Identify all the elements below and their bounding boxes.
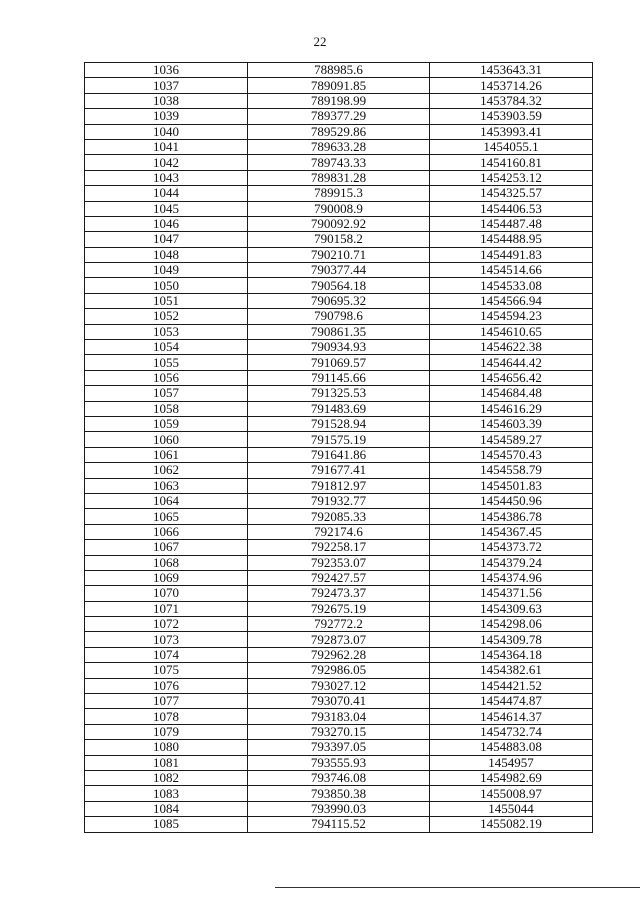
table-row [85,170,593,185]
x-coordinate-cell: 793183.04 [248,709,430,724]
y-coordinate-cell: 1454488.95 [430,232,593,247]
x-coordinate-cell: 790695.32 [248,293,430,308]
x-coordinate-cell: 789198.99 [248,93,430,108]
point-number-cell: 1080 [85,740,248,755]
y-coordinate-cell: 1454374.96 [430,570,593,585]
x-coordinate-cell: 792962.28 [248,647,430,662]
table-row [85,340,593,355]
y-coordinate-cell: 1454610.65 [430,324,593,339]
point-number-cell: 1064 [85,493,248,508]
y-coordinate-cell: 1454558.79 [430,463,593,478]
x-coordinate-cell: 793070.41 [248,694,430,709]
point-number-cell: 1045 [85,201,248,216]
table-row [85,386,593,401]
x-coordinate-cell: 791483.69 [248,401,430,416]
x-coordinate-cell: 791677.41 [248,463,430,478]
y-coordinate-cell: 1454684.48 [430,386,593,401]
y-coordinate-cell: 1453714.26 [430,78,593,93]
y-coordinate-cell: 1454883.08 [430,740,593,755]
table-row [85,478,593,493]
point-number-cell: 1071 [85,601,248,616]
y-coordinate-cell: 1454616.29 [430,401,593,416]
point-number-cell: 1048 [85,247,248,262]
y-coordinate-cell: 1454732.74 [430,724,593,739]
table-row [85,524,593,539]
table-row [85,447,593,462]
table-row [85,663,593,678]
x-coordinate-cell: 789529.86 [248,124,430,139]
y-coordinate-cell: 1454957 [430,755,593,770]
point-number-cell: 1084 [85,801,248,816]
point-number-cell: 1036 [85,63,248,78]
point-number-cell: 1054 [85,340,248,355]
y-coordinate-cell: 1454364.18 [430,647,593,662]
point-number-cell: 1081 [85,755,248,770]
y-coordinate-cell: 1454566.94 [430,293,593,308]
table-row [85,370,593,385]
table-row [85,786,593,801]
table-row [85,647,593,662]
y-coordinate-cell: 1453784.32 [430,93,593,108]
y-coordinate-cell: 1454487.48 [430,216,593,231]
x-coordinate-cell: 793270.15 [248,724,430,739]
table-row [85,801,593,816]
table-row [85,355,593,370]
y-coordinate-cell: 1454298.06 [430,617,593,632]
x-coordinate-cell: 790377.44 [248,263,430,278]
x-coordinate-cell: 792258.17 [248,540,430,555]
point-number-cell: 1082 [85,770,248,785]
x-coordinate-cell: 788985.6 [248,63,430,78]
x-coordinate-cell: 789831.28 [248,170,430,185]
point-number-cell: 1053 [85,324,248,339]
point-number-cell: 1065 [85,509,248,524]
table-row [85,324,593,339]
table-row [85,139,593,154]
point-number-cell: 1056 [85,370,248,385]
point-number-cell: 1079 [85,724,248,739]
point-number-cell: 1077 [85,694,248,709]
point-number-cell: 1043 [85,170,248,185]
y-coordinate-cell: 1454570.43 [430,447,593,462]
point-number-cell: 1057 [85,386,248,401]
y-coordinate-cell: 1454386.78 [430,509,593,524]
y-coordinate-cell: 1454309.78 [430,632,593,647]
point-number-cell: 1067 [85,540,248,555]
x-coordinate-cell: 790092.92 [248,216,430,231]
y-coordinate-cell: 1454309.63 [430,601,593,616]
x-coordinate-cell: 791325.53 [248,386,430,401]
table-row [85,201,593,216]
x-coordinate-cell: 792675.19 [248,601,430,616]
point-number-cell: 1063 [85,478,248,493]
table-row [85,755,593,770]
x-coordinate-cell: 790934.93 [248,340,430,355]
y-coordinate-cell: 1454253.12 [430,170,593,185]
y-coordinate-cell: 1454533.08 [430,278,593,293]
y-coordinate-cell: 1454367.45 [430,524,593,539]
table-row [85,247,593,262]
point-number-cell: 1044 [85,186,248,201]
y-coordinate-cell: 1453903.59 [430,109,593,124]
table-row [85,232,593,247]
table-body [85,63,593,833]
x-coordinate-cell: 790158.2 [248,232,430,247]
point-number-cell: 1040 [85,124,248,139]
y-coordinate-cell: 1454373.72 [430,540,593,555]
x-coordinate-cell: 790008.9 [248,201,430,216]
point-number-cell: 1051 [85,293,248,308]
y-coordinate-cell: 1454325.57 [430,186,593,201]
x-coordinate-cell: 789091.85 [248,78,430,93]
point-number-cell: 1074 [85,647,248,662]
table-row [85,293,593,308]
y-coordinate-cell: 1454603.39 [430,416,593,431]
table-row [85,617,593,632]
x-coordinate-cell: 790861.35 [248,324,430,339]
x-coordinate-cell: 793027.12 [248,678,430,693]
table-row [85,432,593,447]
y-coordinate-cell: 1454982.69 [430,770,593,785]
y-coordinate-cell: 1454589.27 [430,432,593,447]
table-row [85,216,593,231]
y-coordinate-cell: 1455082.19 [430,817,593,832]
table-row [85,78,593,93]
x-coordinate-cell: 791069.57 [248,355,430,370]
y-coordinate-cell: 1454514.66 [430,263,593,278]
y-coordinate-cell: 1454371.56 [430,586,593,601]
x-coordinate-cell: 790564.18 [248,278,430,293]
table-row [85,724,593,739]
point-number-cell: 1037 [85,78,248,93]
table-row [85,263,593,278]
table-row [85,463,593,478]
table-row [85,401,593,416]
table-row [85,586,593,601]
y-coordinate-cell: 1454160.81 [430,155,593,170]
table-row [85,694,593,709]
point-number-cell: 1083 [85,786,248,801]
table-row [85,817,593,832]
point-number-cell: 1049 [85,263,248,278]
x-coordinate-cell: 794115.52 [248,817,430,832]
x-coordinate-cell: 791575.19 [248,432,430,447]
y-coordinate-cell: 1454491.83 [430,247,593,262]
point-number-cell: 1047 [85,232,248,247]
x-coordinate-cell: 789915.3 [248,186,430,201]
table-row [85,570,593,585]
point-number-cell: 1085 [85,817,248,832]
y-coordinate-cell: 1454656.42 [430,370,593,385]
x-coordinate-cell: 793555.93 [248,755,430,770]
table-row [85,678,593,693]
table-row [85,124,593,139]
table-row [85,109,593,124]
point-number-cell: 1059 [85,416,248,431]
point-number-cell: 1050 [85,278,248,293]
x-coordinate-cell: 793397.05 [248,740,430,755]
y-coordinate-cell: 1454382.61 [430,663,593,678]
x-coordinate-cell: 793850.38 [248,786,430,801]
y-coordinate-cell: 1454501.83 [430,478,593,493]
point-number-cell: 1039 [85,109,248,124]
y-coordinate-cell: 1455044 [430,801,593,816]
page-number: 22 [313,34,327,49]
point-number-cell: 1076 [85,678,248,693]
y-coordinate-cell: 1453643.31 [430,63,593,78]
x-coordinate-cell: 791145.66 [248,370,430,385]
point-number-cell: 1066 [85,524,248,539]
point-number-cell: 1075 [85,663,248,678]
x-coordinate-cell: 792772.2 [248,617,430,632]
table-row [85,740,593,755]
table-row [85,632,593,647]
point-number-cell: 1069 [85,570,248,585]
x-coordinate-cell: 792174.6 [248,524,430,539]
bottom-rule [275,887,640,888]
x-coordinate-cell: 792873.07 [248,632,430,647]
point-number-cell: 1070 [85,586,248,601]
point-number-cell: 1046 [85,216,248,231]
x-coordinate-cell: 791641.86 [248,447,430,462]
table-row [85,416,593,431]
table-row [85,309,593,324]
table-row [85,93,593,108]
table-row [85,509,593,524]
x-coordinate-cell: 791932.77 [248,493,430,508]
x-coordinate-cell: 792473.37 [248,586,430,601]
x-coordinate-cell: 793990.03 [248,801,430,816]
y-coordinate-cell: 1454614.37 [430,709,593,724]
table-row [85,186,593,201]
point-number-cell: 1041 [85,139,248,154]
x-coordinate-cell: 790798.6 [248,309,430,324]
table-row [85,63,593,78]
x-coordinate-cell: 789743.33 [248,155,430,170]
x-coordinate-cell: 793746.08 [248,770,430,785]
table-row [85,540,593,555]
point-number-cell: 1060 [85,432,248,447]
point-number-cell: 1072 [85,617,248,632]
x-coordinate-cell: 792085.33 [248,509,430,524]
y-coordinate-cell: 1454450.96 [430,493,593,508]
table-row [85,278,593,293]
y-coordinate-cell: 1454644.42 [430,355,593,370]
y-coordinate-cell: 1454379.24 [430,555,593,570]
point-number-cell: 1073 [85,632,248,647]
x-coordinate-cell: 790210.71 [248,247,430,262]
table-row [85,493,593,508]
x-coordinate-cell: 789377.29 [248,109,430,124]
coordinates-table [84,62,593,833]
x-coordinate-cell: 792353.07 [248,555,430,570]
y-coordinate-cell: 1454622.38 [430,340,593,355]
point-number-cell: 1058 [85,401,248,416]
point-number-cell: 1038 [85,93,248,108]
table-row [85,601,593,616]
point-number-cell: 1042 [85,155,248,170]
y-coordinate-cell: 1454594.23 [430,309,593,324]
point-number-cell: 1052 [85,309,248,324]
table-row [85,770,593,785]
x-coordinate-cell: 791528.94 [248,416,430,431]
y-coordinate-cell: 1453993.41 [430,124,593,139]
table-row [85,709,593,724]
y-coordinate-cell: 1454421.52 [430,678,593,693]
x-coordinate-cell: 789633.28 [248,139,430,154]
point-number-cell: 1078 [85,709,248,724]
table-row [85,155,593,170]
y-coordinate-cell: 1454474.87 [430,694,593,709]
y-coordinate-cell: 1455008.97 [430,786,593,801]
point-number-cell: 1061 [85,447,248,462]
y-coordinate-cell: 1454406.53 [430,201,593,216]
x-coordinate-cell: 792427.57 [248,570,430,585]
point-number-cell: 1068 [85,555,248,570]
x-coordinate-cell: 792986.05 [248,663,430,678]
point-number-cell: 1062 [85,463,248,478]
x-coordinate-cell: 791812.97 [248,478,430,493]
table-row [85,555,593,570]
point-number-cell: 1055 [85,355,248,370]
y-coordinate-cell: 1454055.1 [430,139,593,154]
